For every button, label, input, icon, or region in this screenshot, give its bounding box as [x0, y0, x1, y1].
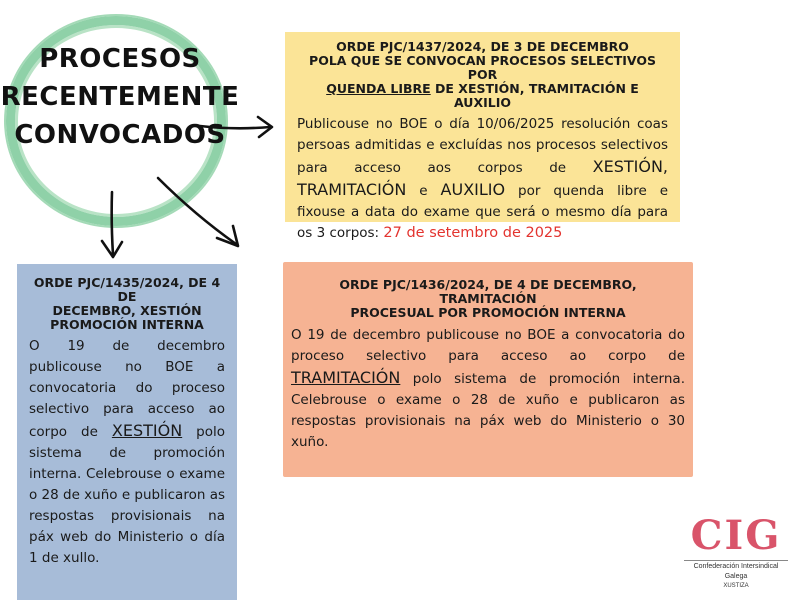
body-text: polo sistema de promoción interna. Celebrouse o exame o 28 de xuño e publicaron as respostas provisionais na páx web do Ministerio o día 1 de xullo.: [29, 424, 225, 566]
logo-name: Confederación Intersindical Galega: [684, 560, 788, 582]
body-emphasis: TRAMITACIÓN: [291, 368, 401, 387]
body-emphasis: AUXILIO: [440, 180, 506, 199]
card-body: [297, 114, 668, 244]
body-emphasis: TRAMITACIÓN: [297, 180, 407, 199]
title-line-1: PROCESOS: [39, 44, 201, 74]
body-text: Publicouse no BOE o día 10/06/2025 resolución coas persoas admitidas e excluídas nos procesos selectivos para acceso aos corpos de: [297, 116, 668, 176]
title-line-3: CONVOCADOS: [14, 120, 226, 150]
heading-text: DE XESTIÓN, TRAMITACIÓN E AUXILIO: [430, 81, 639, 110]
cig-logo: [676, 506, 796, 596]
card-body: [29, 336, 225, 569]
body-text: e: [406, 183, 441, 199]
heading-line: ORDE PJC/1435/2024, DE 4 DE: [33, 275, 221, 304]
exam-date: 27 de setembro de 2025: [383, 225, 563, 241]
body-text: O 19 de decembro publicouse no BOE a convocatoria do proceso selectivo para acceso ao corpo de: [291, 327, 685, 364]
title-line-2: RECENTEMENTE: [0, 82, 240, 112]
body-emphasis: XESTIÓN,: [592, 157, 668, 176]
arrow-right: [200, 126, 270, 128]
logo-subtitle: XUSTIZA: [723, 583, 749, 589]
logo-mark: CIG: [690, 512, 782, 559]
card-quenda-libre: [285, 32, 680, 241]
heading-line: ORDE PJC/1437/2024, DE 3 DE DECEMBRO: [336, 39, 629, 54]
arrow-down: [112, 192, 113, 255]
heading-line: ORDE PJC/1436/2024, DE 4 DE DECEMBRO, TRAMITACIÓN: [339, 277, 637, 306]
card-heading: [297, 40, 668, 110]
heading-line: [297, 82, 668, 110]
arrow-diagonal: [158, 178, 236, 244]
card-body: [291, 325, 685, 453]
heading-line: PROMOCIÓN INTERNA: [50, 317, 204, 332]
card-heading: [29, 276, 225, 332]
body-text: por quenda libre e fixouse a data do exame que será o mesmo día para os 3 corpos:: [297, 183, 669, 241]
body-emphasis: XESTIÓN: [111, 421, 183, 440]
card-xestion-promocion: [17, 264, 237, 600]
card-tramitacion-promocion: [283, 262, 693, 477]
card-heading: [291, 278, 685, 320]
heading-line: POLA QUE SE CONVOCAN PROCESOS SELECTIVOS POR: [309, 53, 656, 82]
body-text: O 19 de decembro publicouse no BOE a convocatoria do proceso selectivo para acceso ao corpo de: [29, 338, 225, 440]
body-text: polo sistema de promoción interna. Celebrouse o exame o 28 de xuño e publicaron as respostas provisionais na páx web do Ministerio o 30 xuño.: [291, 371, 685, 450]
heading-line: PROCESUAL POR PROMOCIÓN INTERNA: [350, 305, 626, 320]
heading-line: DECEMBRO, XESTIÓN: [52, 303, 202, 318]
heading-underlined: QUENDA LIBRE: [326, 81, 431, 96]
